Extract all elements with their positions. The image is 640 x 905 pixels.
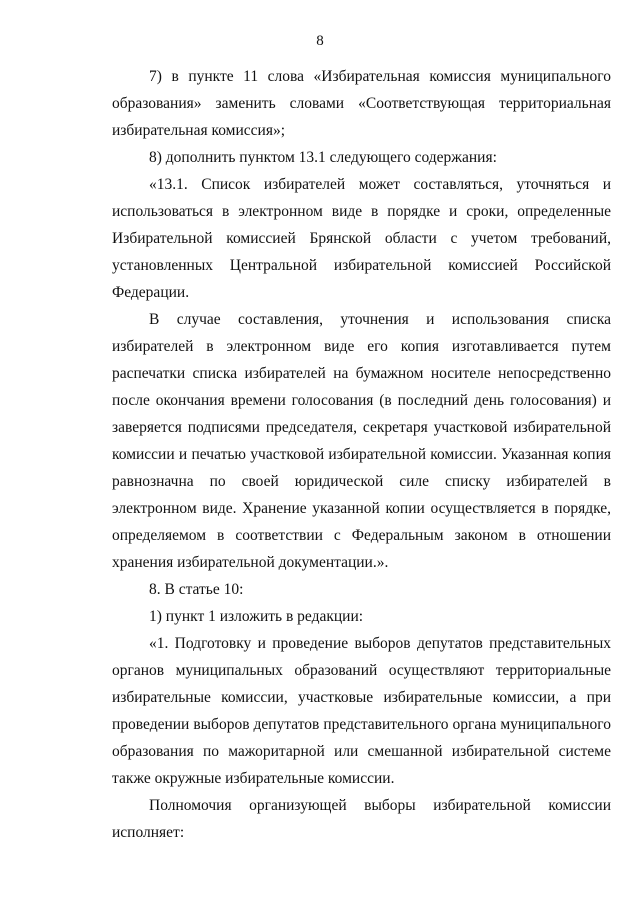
paragraph-13-1: «13.1. Список избирателей может составляться, уточняться и использоваться в электронном виде в порядке и сроки, определенные Избирательной комиссией Брянской области с учетом требований, установленных Центральной избирательной комиссией Российской Федерации.: [112, 176, 611, 301]
paragraph-electronic-list-copy: В случае составления, уточнения и использования списка избирателей в электронном виде его копия изготавливается путем распечатки списка избирателей на бумажном носителе непосредственно после окончания времени голосования (в последний день голосования) и заверяется подписями председателя, секретаря участковой избирательной комиссии и печатью участковой избирательной комиссии. Указанная копия равнозначна по своей юридической силе списку избирателей в электронном виде. Хранение указанной копии осуществляется в порядке, определяемом в соответствии с Федеральным законом в отношении хранения избирательной документации.».: [112, 311, 611, 571]
document-body: [112, 63, 611, 846]
paragraph-point-1-text: «1. Подготовку и проведение выборов депутатов представительных органов муниципальных образований осуществляют территориальные избирательные комиссии, участковые избирательные комиссии, а при проведении выборов депутатов представительного органа муниципального образования по мажоритарной или смешанной избирательной системе также окружные избирательные комиссии.: [112, 635, 611, 787]
paragraph-item-7: 7) в пункте 11 слова «Избирательная комиссия муниципального образования» заменить словами «Соответствующая территориальная избирательная комиссия»;: [112, 68, 611, 139]
paragraph-item-8-intro: 8) дополнить пунктом 13.1 следующего содержания:: [149, 149, 497, 166]
page-number: 8: [316, 33, 324, 49]
paragraph-article-10-heading: 8. В статье 10:: [149, 581, 244, 598]
paragraph-powers: Полномочия организующей выборы избирательной комиссии исполняет:: [112, 797, 611, 841]
paragraph-point-1-intro: 1) пункт 1 изложить в редакции:: [149, 608, 364, 625]
